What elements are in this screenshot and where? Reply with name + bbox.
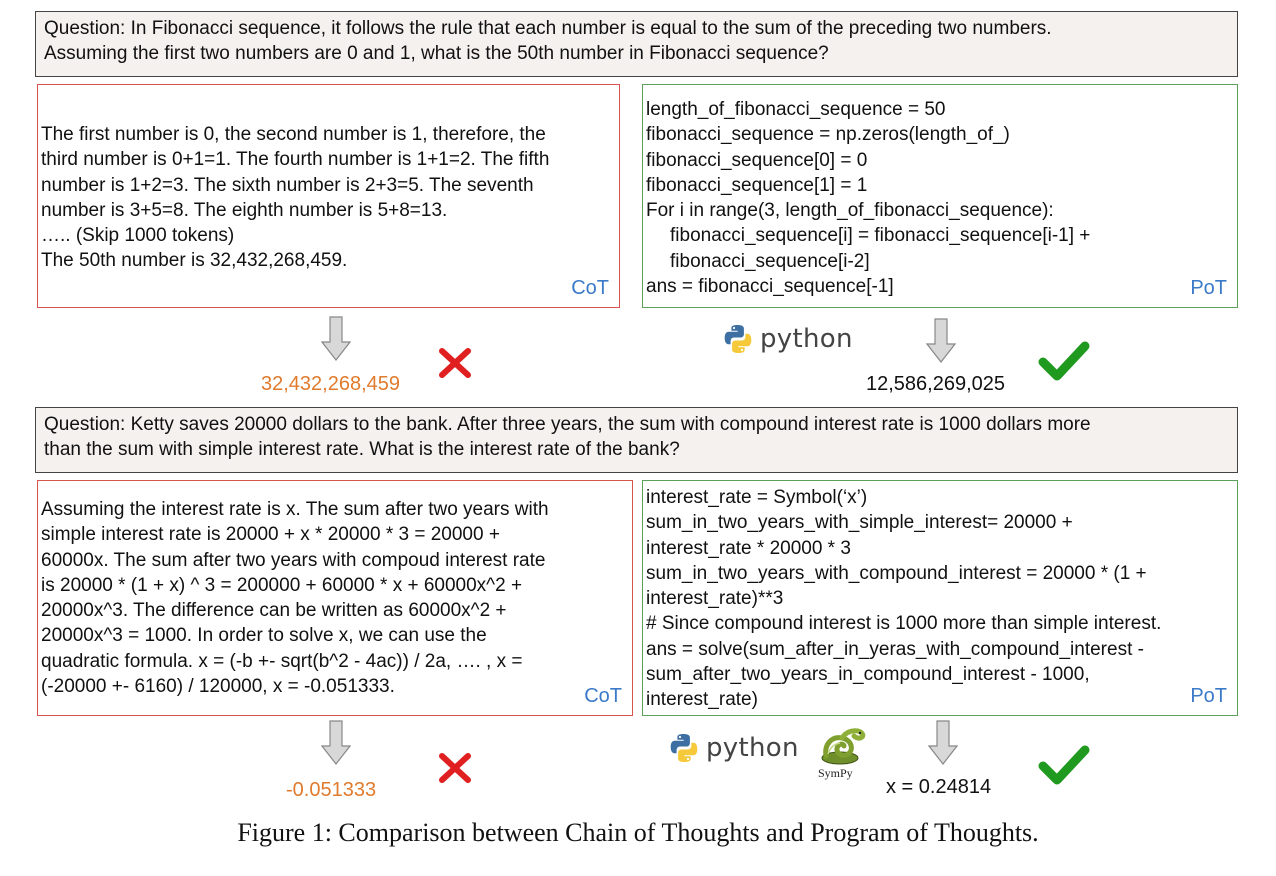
cot-2-line: 20000x^3 = 1000. In order to solve x, we can use the [41,625,487,647]
cot-tag: CoT [571,276,609,299]
question-box-1 [35,11,1238,77]
pot-2-code-line: interest_rate = Symbol(‘x’) [646,487,868,508]
cot-1-line: The first number is 0, the second number is 1, therefore, the [41,124,546,145]
question-2-line-1: Question: Ketty saves 20000 dollars to the bank. After three years, the sum with compound interest rate is 1000 dollars more [44,414,1091,435]
cot-box-1 [37,84,620,308]
cot-1-line: ….. (Skip 1000 tokens) [41,225,235,247]
pot-1-result: 12,586,269,025 [866,373,1006,395]
snake-icon [814,726,870,766]
pot-2-code-line: sum_after_two_years_in_compound_interest - 1000, [646,664,1090,686]
python-logo [668,732,799,764]
sympy-logo [812,726,872,782]
figure-caption: Figure 1: Comparison between Chain of Thoughts and Program of Thoughts. [237,818,1039,847]
python-icon [722,323,754,355]
pot-2-code-line: # Since compound interest is 1000 more than simple interest. [646,613,1162,635]
cot-2-line: (-20000 +- 6160) / 120000, x = -0.051333. [41,676,395,698]
python-icon [668,732,700,764]
python-logo [722,323,853,355]
question-1-line-2: Assuming the first two numbers are 0 and 1, what is the 50th number in Fibonacci sequence? [44,43,829,64]
pot-2-code-line: interest_rate)**3 [646,588,784,610]
pot-2-code-line: interest_rate * 20000 * 3 [646,537,851,559]
question-box-2 [35,407,1238,473]
cross-icon [438,347,472,379]
pot-2-code-line: ans = solve(sum_after_in_yeras_with_compound_interest - [646,638,1144,660]
cot-1-line: number is 3+5=8. The eighth number is 5+8=13. [41,199,448,221]
cot-2-line: quadratic formula. x = (-b +- sqrt(b^2 - 4ac)) / 2a, …. , x = [41,650,523,672]
pot-2-code-line: interest_rate) [646,689,758,711]
cot-box-2 [37,480,633,716]
pot-1-code-line: fibonacci_sequence = np.zeros(length_of_) [646,124,1010,146]
python-text: python [760,324,853,354]
cot-1-line: The 50th number is 32,432,268,459. [41,250,348,272]
down-arrow-icon [321,316,351,362]
pot-2-result: x = 0.24814 [886,776,992,798]
pot-1-code-line: length_of_fibonacci_sequence = 50 [646,99,946,120]
pot-tag: PoT [1190,276,1227,299]
pot-1-code-line: For i in range(3, length_of_fibonacci_sequence): [646,200,1054,222]
pot-tag: PoT [1190,684,1227,707]
pot-2-code-line: sum_in_two_years_with_compound_interest = 20000 * (1 + [646,562,1147,584]
down-arrow-icon [928,720,958,766]
pot-1-code-line: ans = fibonacci_sequence[-1] [646,276,894,298]
check-icon [1037,742,1091,788]
cot-2-line: 20000x^3. The difference can be written as 60000x^2 + [41,600,507,622]
cot-2-result: -0.051333 [286,779,377,801]
question-1-line-1: Question: In Fibonacci sequence, it follows the rule that each number is equal to the sum of the preceding two numbers. [44,18,1052,39]
pot-1-code-line: fibonacci_sequence[1] = 1 [646,174,868,196]
down-arrow-icon [926,318,956,364]
question-2-line-2: than the sum with simple interest rate. What is the interest rate of the bank? [44,439,680,460]
pot-box-1 [642,84,1238,308]
sympy-text: SymPy [818,766,853,780]
pot-box-2 [642,480,1238,716]
cot-2-line: is 20000 * (1 + x) ^ 3 = 200000 + 60000 * x + 60000x^2 + [41,574,523,596]
check-icon [1037,338,1091,384]
cot-2-line: 60000x. The sum after two years with compoud interest rate [41,549,546,571]
pot-1-code-line: fibonacci_sequence[i] = fibonacci_sequence[i-1] + [670,225,1091,247]
cot-1-line: third number is 0+1=1. The fourth number is 1+1=2. The fifth [41,149,550,171]
pot-2-code-line: sum_in_two_years_with_simple_interest= 20000 + [646,512,1073,534]
down-arrow-icon [321,720,351,766]
cot-2-line: Assuming the interest rate is x. The sum after two years with [41,499,549,520]
cot-2-line: simple interest rate is 20000 + x * 20000 * 3 = 20000 + [41,524,500,546]
cot-1-result: 32,432,268,459 [261,373,401,395]
pot-1-code-line: fibonacci_sequence[0] = 0 [646,149,868,171]
python-text: python [706,733,799,763]
cot-1-line: number is 1+2=3. The sixth number is 2+3=5. The seventh [41,174,534,196]
pot-1-code-line: fibonacci_sequence[i-2] [670,250,870,272]
cot-tag: CoT [584,684,622,707]
cross-icon [438,752,472,784]
